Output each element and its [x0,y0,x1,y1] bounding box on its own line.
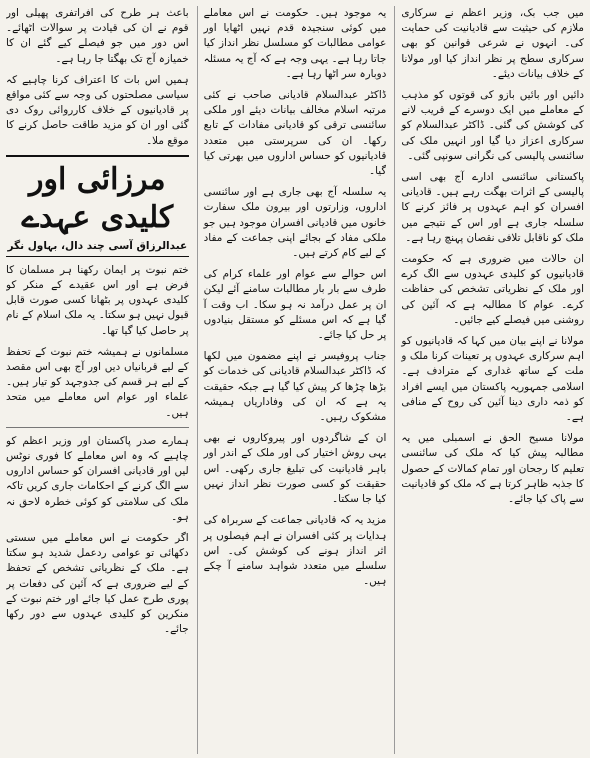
divider [6,427,189,428]
paragraph: میں جب بک، وزیر اعظم نے سرکاری ملازم کی حیثیت سے قادیانیت کی حمایت کی۔ انہوں نے شرعی قوانین کو بھی سرکاری سطح پر نظر انداز کیا اور مولانا کے خلاف بیانات دیئے۔ [401,7,584,80]
paragraph: اگر حکومت نے اس معاملے میں سستی دکھائی تو عوامی ردعمل شدید ہو سکتا ہے۔ ملک کے نظریاتی تشخص کے تحفظ کے لیے ضروری ہے کہ آئین کی دفعات پر پوری طرح عمل کیا جائے اور ختم نبوت کے منکرین کو کلیدی عہدوں سے دور رکھا جائے۔ [5,532,189,636]
column-1 [394,6,584,754]
article-columns [6,6,584,754]
paragraph: یہ موجود ہیں۔ حکومت نے اس معاملے میں کوئی سنجیدہ قدم نہیں اٹھایا اور عوامی مطالبات کو مسلسل نظر انداز کیا جاتا رہا ہے۔ یہی وجہ ہے کہ آج یہ مسئلہ دوبارہ سر اٹھا رہا ہے۔ [203,7,387,80]
paragraph: مسلمانوں نے ہمیشہ ختم نبوت کے تحفظ کے لیے قربانیاں دیں اور آج بھی اس مقصد کے لیے ہر قسم کی جدوجہد کو تیار ہیں۔ علماء اور عوام اس معاملے میں متحد ہیں۔ [5,345,189,419]
paragraph: یہ سلسلہ آج بھی جاری ہے اور سائنسی اداروں، وزارتوں اور بیرون ملک سفارت خانوں میں قادیانی افسران موجود ہیں جو ملکی مفاد کے بجائے اپنی جماعت کے مفاد کے لیے کام کرتے ہیں۔ [203,186,387,260]
paragraph: اس حوالے سے عوام اور علماء کرام کی طرف سے بار بار مطالبات سامنے آئے لیکن ان پر عمل درآمد نہ ہو سکا۔ اب وقت آ گیا ہے کہ اس مسئلے کو مستقل بنیادوں پر حل کیا جائے۔ [203,268,387,342]
paragraph: ڈاکٹر عبدالسلام قادیانی صاحب نے کئی مرتبہ اسلام مخالف بیانات دیئے اور ملکی سائنسی ترقی کو قادیانی مفادات کے تابع رکھا۔ ان کی سرپرستی میں متعدد قادیانیوں کو حساس اداروں میں بھرتی کیا گیا۔ [203,89,387,178]
paragraph: ختم نبوت پر ایمان رکھنا ہر مسلمان کا فرض ہے اور اس عقیدے کے منکر کو کلیدی عہدوں پر بٹھانا کسی صورت قابل قبول نہیں ہو سکتا۔ یہ ملک اسلام کے نام پر حاصل کیا گیا تھا۔ [5,263,189,337]
paragraph: پاکستانی سائنسی ادارے آج بھی اسی پالیسی کے اثرات بھگت رہے ہیں۔ قادیانی افسران کو اہم عہدوں پر فائز کرنے کا سلسلہ جاری ہے اور اس کے نتیجے میں ملک کو ناقابل تلافی نقصان پہنچ رہا ہے۔ [401,171,584,244]
paragraph: ہمارے صدر پاکستان اور وزیر اعظم کو چاہیے کہ وہ اس معاملے کا فوری نوٹس لیں اور قادیانی افسران کو حساس اداروں سے الگ کرنے کے احکامات جاری کریں تاکہ ملک کی سلامتی کو کوئی خطرہ لاحق نہ ہو۔ [5,434,189,523]
paragraph: ہمیں اس بات کا اعتراف کرنا چاہیے کہ سیاسی مصلحتوں کی وجہ سے کئی مواقع پر قادیانیوں کے خلاف کارروائی روک دی گئی اور ان کو مزید طاقت حاصل کرنے کا موقع ملا۔ [5,73,189,147]
column-2 [197,6,387,754]
paragraph: دائیں اور بائیں بازو کی قوتوں کو مذہب کے معاملے میں ایک دوسرے کے قریب لانے کی کوشش کی گئی۔ ڈاکٹر عبدالسلام کو سرکاری اعزاز دیا گیا اور انہیں ملک کی سائنسی پالیسی کی نگرانی سونپی گئی۔ [401,89,584,162]
paragraph: باعث ہر طرح کی افراتفری پھیلی اور قوم نے ان کی قیادت پر سوالات اٹھائے۔ اس دور میں جو فیصلے کیے گئے ان کا خمیازہ آج تک بھگتا جا رہا ہے۔ [5,7,189,65]
paragraph: مولانا نے اپنے بیان میں کہا کہ قادیانیوں کو اہم سرکاری عہدوں پر تعینات کرنا ملک و ملت کے ساتھ غداری کے مترادف ہے۔ اسلامی جمہوریہ پاکستان میں ایسے افراد کو ذمہ داری دینا آئین کی روح کے منافی ہے۔ [401,335,584,424]
paragraph: جناب پروفیسر نے اپنے مضمون میں لکھا کہ ڈاکٹر عبدالسلام قادیانی کی خدمات کو بڑھا چڑھا کر پیش کیا گیا ہے جبکہ حقیقت یہ ہے کہ ان کی وفاداریاں ہمیشہ مشکوک رہیں۔ [203,350,387,424]
headline: مرزائی اور کلیدی عہدے [21,161,174,235]
byline: عبدالرزاق آسی چند دال، بہاول نگر [7,239,188,252]
paragraph: مولانا مسیح الحق نے اسمبلی میں یہ مطالبہ پیش کیا کہ ملک کی سائنسی تعلیم کا رجحان اور تمام کمالات کے حصول کا جذبہ ظاہر کرتا ہے کہ ملک کو قادیانیت سے پاک کیا جائے۔ [401,432,584,506]
headline-block [6,155,189,257]
paragraph: ان کے شاگردوں اور پیروکاروں نے بھی یہی روش اختیار کی اور ملک کے اندر اور باہر قادیانیت کی تبلیغ جاری رکھی۔ اس حقیقت کو کسی صورت نظر انداز نہیں کیا جا سکتا۔ [203,432,387,506]
paragraph: ان حالات میں ضروری ہے کہ حکومت قادیانیوں کو کلیدی عہدوں سے الگ کرے اور ملک کے نظریاتی تشخص کی حفاظت کرے۔ عوام کا مطالبہ ہے کہ آئین کی روشنی میں فیصلے کیے جائیں۔ [401,253,584,326]
column-3 [6,6,189,754]
paragraph: مزید یہ کہ قادیانی جماعت کے سربراہ کی ہدایات پر کئی افسران نے اہم فیصلوں پر اثر انداز ہونے کی کوشش کی۔ اس سلسلے میں متعدد شواہد سامنے آ چکے ہیں۔ [203,514,387,588]
